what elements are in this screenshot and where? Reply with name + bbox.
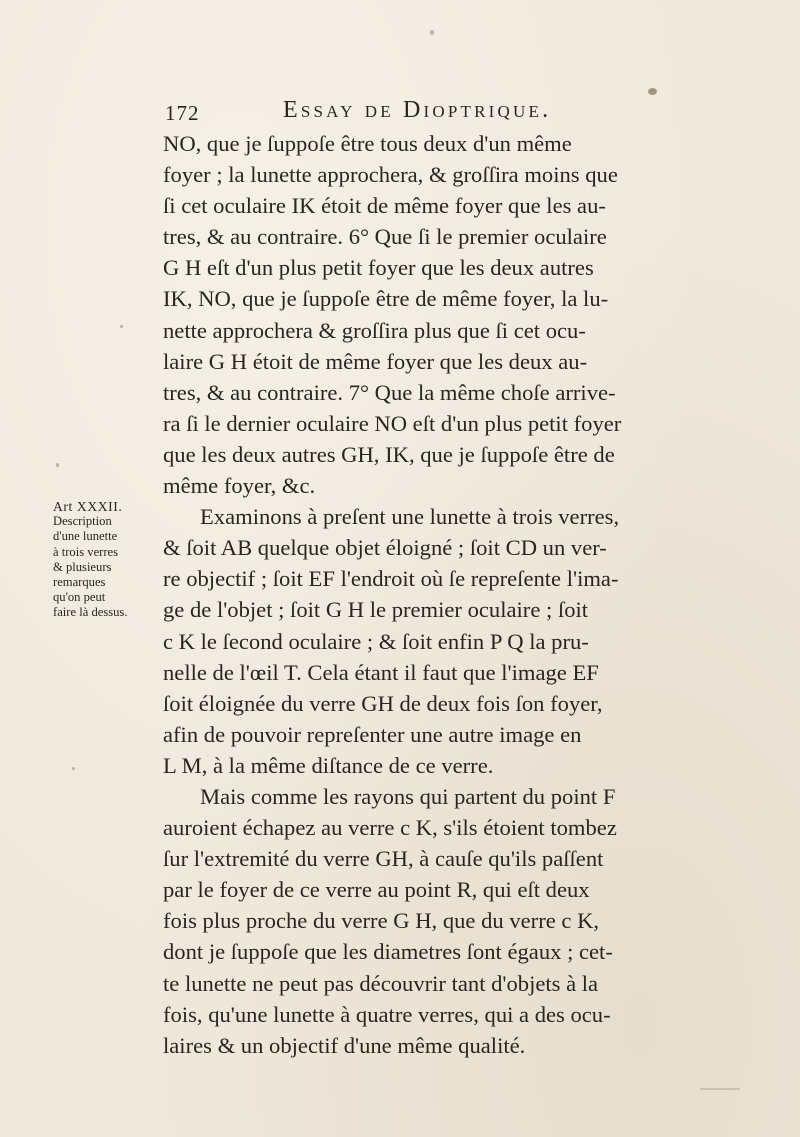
- margin-note-line: faire là dessus.: [53, 605, 128, 620]
- paper-speck: [430, 30, 434, 35]
- margin-note-line: à trois verres: [53, 544, 119, 559]
- margin-note-line: Description: [53, 514, 112, 529]
- article-number: Art XXXII.: [53, 499, 123, 514]
- text-line: G H eſt d'un plus petit foyer que les deux autres: [163, 255, 594, 281]
- text-line: nette approchera & groſſira plus que ſi cet ocu-: [163, 317, 586, 343]
- text-line: ra ſi le dernier oculaire NO eſt d'un plus petit foyer: [163, 410, 622, 436]
- paragraph-start-line: Examinons à preſent une lunette à trois verres,: [200, 504, 620, 530]
- margin-note: [53, 499, 161, 621]
- text-line: c K le ſecond oculaire ; & ſoit enfin P Q la pru-: [163, 628, 589, 654]
- text-line: que les deux autres GH, IK, que je ſuppoſe être de: [163, 441, 615, 467]
- text-line: laire G H étoit de même foyer que les deux au-: [163, 348, 588, 374]
- margin-note-line: remarques: [53, 575, 106, 590]
- ink-spot: [648, 88, 657, 95]
- text-line: auroient échapez au verre c K, s'ils étoient tombez: [163, 815, 617, 841]
- text-line: ſur l'extremité du verre GH, à cauſe qu'ils paſſent: [163, 846, 604, 872]
- text-line: NO, que je ſuppoſe être tous deux d'un même: [163, 131, 572, 156]
- text-line: par le foyer de ce verre au point R, qui eſt deux: [163, 877, 590, 903]
- margin-note-line: qu'on peut: [53, 590, 106, 605]
- text-line: & ſoit AB quelque objet éloigné ; ſoit CD un ver-: [163, 535, 607, 561]
- text-line: afin de pouvoir repreſenter une autre image en: [163, 721, 582, 747]
- running-title: Essay de Dioptrique.: [283, 97, 552, 123]
- text-line: L M, à la même diſtance de ce verre.: [163, 752, 494, 778]
- text-line: fois, qu'une lunette à quatre verres, qui a des ocu-: [163, 1001, 611, 1027]
- text-line: laires & un objectif d'une même qualité.: [163, 1032, 526, 1058]
- text-line: te lunette ne peut pas découvrir tant d'objets à la: [163, 970, 599, 996]
- margin-note-line: & plusieurs: [53, 559, 112, 574]
- paper-speck: [700, 1088, 740, 1090]
- paper-speck: [72, 767, 75, 770]
- page-number: 172: [165, 101, 200, 125]
- paper-speck: [120, 325, 123, 328]
- text-line: ge de l'objet ; ſoit G H le premier oculaire ; ſoit: [163, 597, 589, 623]
- body-text: [163, 128, 713, 1061]
- page-header: [165, 97, 635, 131]
- text-line: ſoit éloignée du verre GH de deux fois ſon foyer,: [163, 690, 603, 716]
- text-line: nelle de l'œil T. Cela étant il faut que l'image EF: [163, 659, 599, 685]
- margin-note-line: d'une lunette: [53, 529, 118, 544]
- text-line: même foyer, &c.: [163, 473, 316, 499]
- text-line: tres, & au contraire. 7° Que la même choſe arrive-: [163, 379, 616, 405]
- text-line: tres, & au contraire. 6° Que ſi le premier oculaire: [163, 224, 607, 250]
- text-line: re objectif ; ſoit EF l'endroit où ſe repreſente l'ima-: [163, 566, 619, 592]
- paper-speck: [56, 463, 59, 467]
- paragraph-start-line: Mais comme les rayons qui partent du point F: [200, 783, 616, 809]
- text-line: IK, NO, que je ſuppoſe être de même foyer, la lu-: [163, 286, 609, 312]
- text-line: foyer ; la lunette approchera, & groſſira moins que: [163, 162, 618, 188]
- text-line: dont je ſuppoſe que les diametres ſont égaux ; cet-: [163, 939, 613, 965]
- text-line: ſi cet oculaire IK étoit de même foyer que les au-: [163, 193, 606, 219]
- text-line: fois plus proche du verre G H, que du verre c K,: [163, 908, 600, 934]
